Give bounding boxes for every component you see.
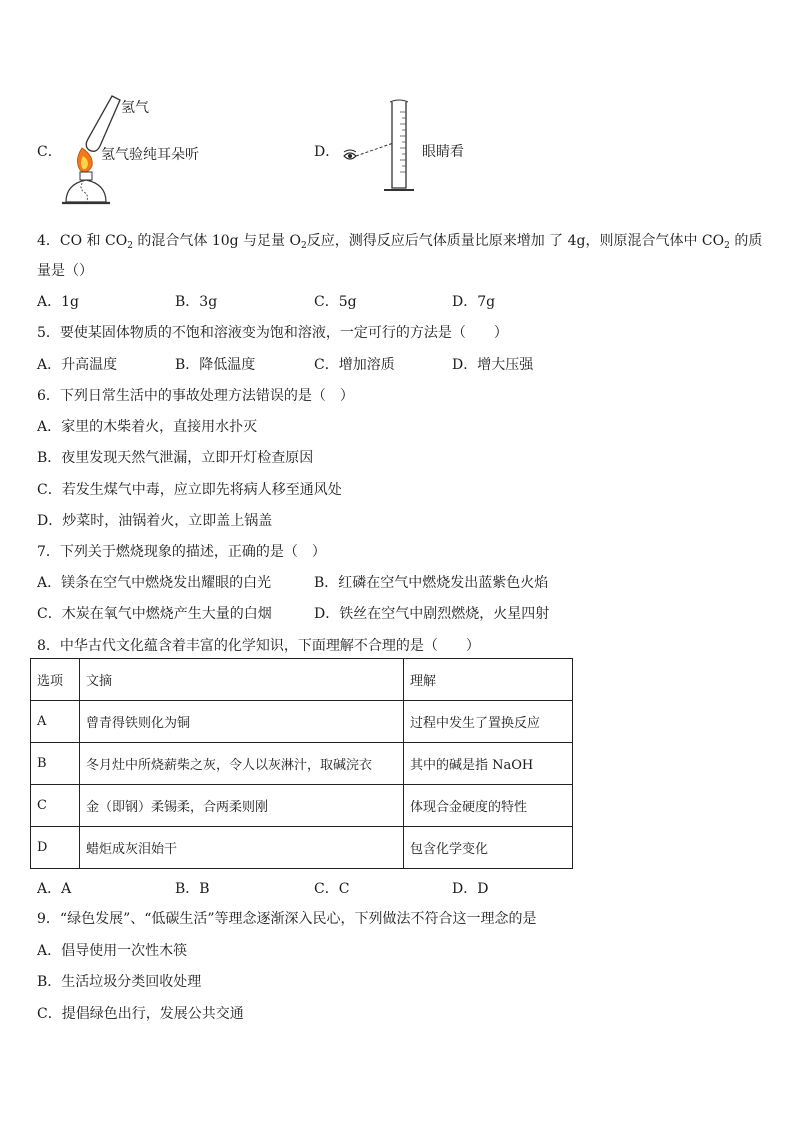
eye-look-label: 眼睛看 <box>422 144 464 160</box>
table-cell: D <box>31 827 80 869</box>
q4-sub-b: 2 <box>300 241 307 251</box>
cylinder-figure <box>338 98 418 198</box>
table-cell: 冬月灶中所烧薪柴之灰，令人以灰淋汁，取碱浣衣 <box>80 743 404 785</box>
table-row <box>31 785 573 827</box>
ear-listen-text: 耳朵听 <box>157 147 199 163</box>
table-row <box>31 827 573 869</box>
table-cell: 体现合金硬度的特性 <box>404 785 573 827</box>
q6-option-c: C．若发生煤气中毒，应立即先将病人移至通风处 <box>37 482 342 498</box>
q5-option-c: C．增加溶质 <box>314 357 395 373</box>
q7-stem: 7．下列关于燃烧现象的描述，正确的是（ ） <box>37 544 326 560</box>
table-cell: C <box>31 785 80 827</box>
purity-test-label <box>101 144 199 164</box>
table-header-row <box>31 659 573 701</box>
q5-option-d: D．增大压强 <box>452 357 534 373</box>
q6-option-d: D．炒菜时，油锅着火，立即盖上锅盖 <box>37 513 273 529</box>
q7-option-d: D．铁丝在空气中剧烈燃烧，火星四射 <box>314 606 550 622</box>
purity-test-text: 氢气验纯 <box>101 147 157 163</box>
q9-option-b: B．生活垃圾分类回收处理 <box>37 974 202 990</box>
alcohol-lamp-icon <box>62 172 110 203</box>
q7-option-c: C．木炭在氧气中燃烧产生大量的白烟 <box>37 606 272 622</box>
table-cell: 其中的碱是指 NaOH <box>404 743 573 785</box>
q4-stem-line1 <box>37 230 762 251</box>
q6-option-b: B．夜里发现天然气泄漏，立即开灯检查原因 <box>37 450 314 466</box>
q4-option-d: D．7g <box>452 294 496 310</box>
q4-option-b: B．3g <box>175 294 218 310</box>
q8-option-c: C．C <box>314 881 350 897</box>
q5-option-a: A．升高温度 <box>37 357 118 373</box>
table-header-cell: 文摘 <box>80 659 404 701</box>
graduated-cylinder-icon <box>384 100 414 190</box>
hydrogen-label: 氢气 <box>121 100 149 116</box>
eye-icon <box>344 150 356 159</box>
q7-option-b: B．红磷在空气中燃烧发出蓝紫色火焰 <box>314 575 549 591</box>
q8-option-b: B．B <box>175 881 210 897</box>
q8-option-d: D．D <box>452 881 489 897</box>
q4-sub-a: 2 <box>127 241 133 251</box>
q7-option-a: A．镁条在空气中燃烧发出耀眼的白光 <box>37 575 272 591</box>
flame-icon <box>77 148 92 172</box>
q4-option-a: A．1g <box>37 294 79 310</box>
q9-option-c: C．提倡绿色出行，发展公共交通 <box>37 1006 244 1022</box>
q9-option-a: A．倡导使用一次性木筷 <box>37 943 188 959</box>
table-cell: 蜡炬成灰泪始干 <box>80 827 404 869</box>
table-row <box>31 701 573 743</box>
q4-stem-line2: 量是（） <box>37 263 93 279</box>
table-cell: A <box>31 701 80 743</box>
table-cell: 曾青得铁则化为铜 <box>80 701 404 743</box>
q5-option-b: B．降低温度 <box>175 357 256 373</box>
table-header-cell: 选项 <box>31 659 80 701</box>
q4-option-c: C．5g <box>314 294 357 310</box>
q6-stem: 6．下列日常生活中的事故处理方法错误的是（ ） <box>37 388 354 404</box>
option-d-letter: D． <box>314 144 340 160</box>
q8-option-a: A．A <box>37 881 72 897</box>
q8-table <box>30 658 573 869</box>
table-cell: 金（即钢）柔锡柔，合两柔则刚 <box>80 785 404 827</box>
q4-text-b: 的混合气体 10g 与足量 O <box>132 233 301 249</box>
option-c-letter: C． <box>37 144 62 160</box>
table-header-cell: 理解 <box>404 659 573 701</box>
q5-stem: 5．要使某固体物质的不饱和溶液变为饱和溶液，一定可行的方法是（ ） <box>37 325 508 341</box>
q4-text-c: 反应，测得反应后气体质量比原来增加 了 4g，则原混合气体中 CO <box>306 233 725 249</box>
q6-option-a: A．家里的木柴着火，直接用水扑灭 <box>37 419 258 435</box>
q9-stem: 9．“绿色发展”、“低碳生活”等理念逐渐深入民心，下列做法不符合这一理念的是 <box>37 911 537 927</box>
table-cell: B <box>31 743 80 785</box>
table-cell: 过程中发生了置换反应 <box>404 701 573 743</box>
table-row <box>31 743 573 785</box>
q4-text-a: 4．CO 和 CO <box>37 233 128 249</box>
q4-sub-c: 2 <box>724 241 730 251</box>
table-cell: 包含化学变化 <box>404 827 573 869</box>
q4-text-d: 的质 <box>729 233 763 249</box>
q8-stem: 8．中华古代文化蕴含着丰富的化学知识，下面理解不合理的是（ ） <box>37 638 480 654</box>
